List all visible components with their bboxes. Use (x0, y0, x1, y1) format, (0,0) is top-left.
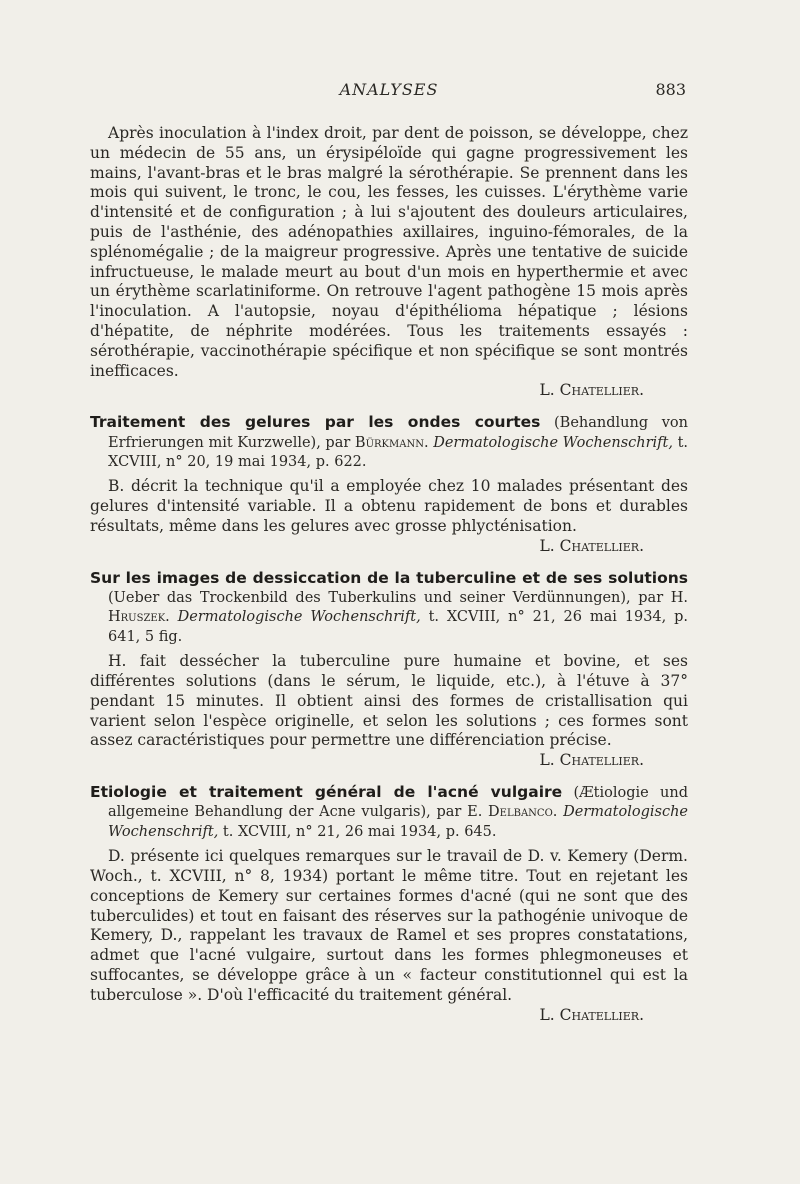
signature (90, 1006, 688, 1026)
entry-journal: Dermatologische Wochenschrift, (108, 804, 688, 840)
signature-initial: L. (539, 536, 555, 555)
entry-heading (90, 569, 688, 648)
intro-paragraph: Après inoculation à l'index droit, par dent de poisson, se développe, chez un médecin de 55 ans, un érysipéloïde qui gagne progressivement les mains, l'avant-bras et le bras malgré la sérothérapie. Se prennent dans les mois qui suivent, le tronc, le cou, les fesses, les cuisses. L'érythème varie d'intensité et de configuration ; à lui s'ajoutent des douleurs articulaires, puis de l'asthénie, des adénopathies axillaires, inguino-fémorales, de la splénomégalie ; de la maigreur progressive. Après une tentative de suicide infructueuse, le malade meurt au bout d'un mois en hyperthermie et avec un érythème scarlatiniforme. On retrouve l'agent pathogène 15 mois après l'inoculation. A l'autopsie, noyau d'épithélioma hépatique ; lésions d'hépatite, de néphrite modérées. Tous les traitements essayés : sérothérapie, vaccinothérapie spécifique et non spécifique se sont montrés inefficaces. (90, 124, 688, 380)
abstract-entry (90, 413, 688, 556)
entry-original-title: (Ueber das Trockenbild des Tuberkulins und seiner Verdünnungen), par (108, 589, 664, 606)
entry-reference: t. XCVIII, n° 20, 19 mai 1934, p. 622. (108, 434, 689, 470)
entry-journal: Dermatologische Wochenschrift, (433, 434, 673, 451)
entry-author: E. Delbanco. (467, 804, 558, 821)
abstract-entry (90, 569, 688, 771)
entry-author: Bürkmann. (354, 434, 429, 451)
page-body (90, 124, 688, 1037)
signature-initial: L. (539, 1005, 555, 1024)
entry-heading (90, 783, 688, 842)
running-title: ANALYSES (339, 80, 439, 99)
entry-journal: Dermatologische Wochenschrift, (177, 609, 421, 626)
signature (90, 537, 688, 557)
signature-name: Chatellier. (559, 751, 644, 770)
entry-reference: t. XCVIII, n° 21, 26 mai 1934, p. 641, 5 fig. (108, 609, 689, 645)
signature (90, 751, 688, 771)
entry-abstract: H. fait dessécher la tuberculine pure humaine et bovine, et ses différentes solutions (dans le sérum, le liquide, etc.), à l'étuve à 37° pendant 15 minutes. Il obtient ainsi des formes de cristallisation qui varient selon l'espèce originelle, et selon les solutions ; ces formes sont assez caractéristiques pour permettre une différenciation précise. (90, 652, 688, 750)
entry-heading (90, 413, 688, 472)
entry-title: Etiologie et traitement général de l'acné vulgaire (90, 782, 563, 801)
entry-abstract: D. présente ici quelques remarques sur le travail de D. v. Kemery (Derm. Woch., t. XCVIII, n° 8, 1934) portant le même titre. Tout en rejetant les conceptions de Kemery sur certaines formes d'acné (qui ne sont que des tuberculides) et tout en faisant des réserves sur la pathogénie univoque de Kemery, D., rappelant les travaux de Ramel et ses propres constatations, admet que l'acné vulgaire, surtout dans les formes phlegmoneuses et suffocantes, se développe grâce à un « facteur constitutionnel qui est la tuberculose ». D'où l'efficacité du traitement général. (90, 847, 688, 1004)
signature-initial: L. (539, 381, 555, 400)
signature-name: Chatellier. (559, 381, 644, 400)
entry-author: H. Hruszek. (108, 589, 688, 626)
abstract-entry (90, 783, 688, 1025)
page-number: 883 (655, 80, 686, 99)
entry-abstract: B. décrit la technique qu'il a employée chez 10 malades présentant des gelures d'intensité variable. Il a obtenu rapidement de bons et durables résultats, même dans les gelures avec grosse phlycténisation. (90, 477, 688, 535)
entry-title: Traitement des gelures par les ondes courtes (90, 413, 541, 432)
signature (90, 381, 688, 401)
entry-original-title: (Ætiologie und allgemeine Behandlung der Acne vulgaris), par (108, 784, 689, 821)
entry-original-title: (Behandlung von Erfrierungen mit Kurzwelle), par (108, 415, 688, 451)
page-header (90, 80, 688, 106)
signature-initial: L. (539, 751, 555, 770)
signature-name: Chatellier. (559, 1005, 644, 1024)
entry-title: Sur les images de dessiccation de la tuberculine et de ses solutions (90, 568, 688, 587)
signature-name: Chatellier. (559, 536, 644, 555)
entry-reference: t. XCVIII, n° 21, 26 mai 1934, p. 645. (222, 823, 497, 840)
